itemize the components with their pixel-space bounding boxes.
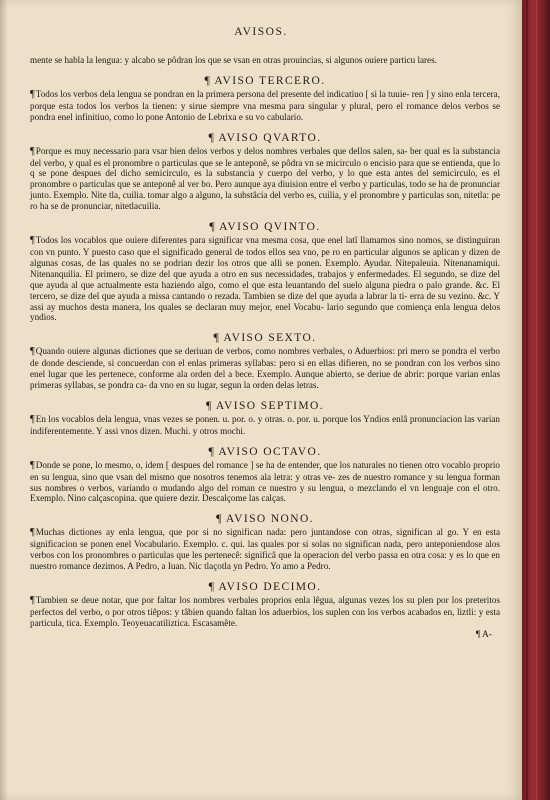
aviso-heading [30,130,500,145]
aviso-section [30,579,500,629]
pilcrow-icon: ¶ [209,219,217,234]
pilcrow-icon: ¶ [30,413,35,425]
aviso-heading-text: AVISO DECIMO. [218,581,322,593]
pilcrow-icon: ¶ [208,443,216,458]
aviso-heading-text: AVISO OCTAVO. [218,445,322,458]
intro-paragraph: mente se habla la lengua: y alcabo se pôdran los que se vsan en otras prouincias, si algunos ouiere particu lares. [30,55,437,65]
aviso-heading-text: AVISO SEXTO. [223,332,317,345]
pilcrow-icon: ¶ [204,72,212,87]
aviso-heading [30,444,500,459]
sections-list [30,73,500,629]
aviso-heading-text: AVISO TERCERO. [214,74,326,87]
aviso-paragraph [30,460,500,505]
aviso-paragraph [30,146,500,212]
aviso-heading-text: AVISO QVARTO. [218,131,322,144]
aviso-paragraph [30,89,500,123]
pilcrow-icon: ¶ [30,527,35,539]
pilcrow-icon: ¶ [30,145,35,157]
aviso-paragraph [30,346,500,391]
aviso-heading-text: AVISO QVINTO. [219,221,321,234]
pilcrow-icon: ¶ [216,511,223,526]
aviso-heading [30,73,500,88]
pilcrow-icon: ¶ [213,330,221,345]
aviso-section [30,73,500,123]
running-head: AVISOS. [234,26,288,38]
page-body [30,55,500,641]
pilcrow-icon: ¶ [208,129,216,144]
pilcrow-icon: ¶ [30,88,35,100]
pilcrow-icon: ¶ [30,459,35,471]
aviso-section [30,398,500,437]
aviso-section [30,511,500,572]
catchword: ¶ A- [475,629,492,640]
aviso-heading [30,511,500,526]
aviso-paragraph [30,414,500,437]
aviso-paragraph-text: Todos los verbos dela lengua se pondran en la primera persona del presente del indicatiuo [ si la tuuie- ren ] y sino enla tercera, porque esta todos los verbos la tienen: y sirue siempre vna mesma para singular y plural, pero el romance delos verbos se pondra enel infinitiuo, como lo pone Antonio de Lebrixa e su vo cabulario. [30,88,500,122]
aviso-heading [30,330,500,345]
aviso-section [30,130,500,212]
aviso-paragraph-text: Todos los vocablos que ouiere diferentes para significar vna mesma cosa, que enel latî llamamos sino nomos, se distinguiran con vn punto. Y puesto caso que el significado general de todos ellos sea vno, pe ro en particular algunos se aplican y dizen de algunas cosas, de las quales no se podrian dezir los otros que alli se ponen. Exemplo. Ayudar. Nitepaleuia. Nitenanamiqui. Nitenanquilia. El primero, se dize del que ayuda a otro en sus necessidades, trabajos y enfermedades. El segundo, se dize del que ayuda al que actualmente esta haziendo algo, como el que esta leuantando del suelo alguna piedra o palo grande. &c. El tercero, se dize del que ayuda a missa cantando o rezada. Tambien se dize del que ayuda a labrar la ti- erra de su vezino. &c. Y assi ay muchos desta manera, los quales se declaran muy mejor, enel Vocabu- lario segundo que comiença enla lengua delos yndios. [30,235,500,323]
aviso-heading [30,219,500,234]
aviso-paragraph-text: Donde se pone, lo mesmo, o, idem [ despues del romance ] se ha de entender, que los naturales no tienen otro vocablo proprio en su lengua, sino que vsan del mismo que nosotros tenemos ala letra: y otras ve- zes de nuestro romance y su lengua forman sus nombres o verbos, variando o mudando algo del roman ce nuestro y su lengua, o mezclando el vn lenguaje con el otro. Exemplo. Nino calçascopina. que quiere dezir. Descalçome las calças. [30,459,500,504]
pilcrow-icon: ¶ [205,397,213,412]
aviso-section [30,444,500,505]
aviso-section [30,330,500,391]
aviso-section [30,219,500,323]
aviso-paragraph-text: Porque es muy necessario para vsar bien delos verbos y delos nombres verbales que dellos salen, sa- ber qual es la substancia del verbo, y qual es el pronombre o particulas que se le anteponê, se pôdra vn se micirculo o encisio para que se entienda, que lo q se pone despues del dicho semicirculo, es la substancia y cuerpo del verbo, y lo que esta antes del semicirculo, es el pronombre o particulas que se anteponê al ver bo. Pero aunque aya diuision entre el verbo y particulas, todo se ha de pronunciar junto. Exemplo. Nite tla, cuilia. tomar algo a alguno, la substâcia del verbo es, cuilia, y el pronombre y particulas son, nitetla: pe ro ha se de pronunciar, nitetlacuilia. [30,145,500,212]
pilcrow-icon: ¶ [30,346,35,358]
book-edge [522,0,550,800]
page-gutter-shadow [0,0,8,800]
aviso-heading [30,398,500,413]
aviso-paragraph-text: Tambien se deue notar, que por faltar los nombres verbales proprios enla lêgua, algunas vezes los su plen por los preteritos perfectos del verbo, o por otros tiêpos: y tâbien quando faltan los aduerbios, los suplen con los verbos acabados en, liztli: y esta particula, tica. Exemplo. Teoyeuacatiliztica. Escasamête. [30,595,500,628]
aviso-paragraph-text: Muchas dictiones ay enla lengua, que por si no significan nada: pero juntandose con otras, significan al go. Y en esta significacion se ponen enel Vocabulario. Exemplo. c. qui. las quales por si solas no significan nada, pero anteponiendose alos verbos con los pronombres o particulas que les pertenecê: significâ que la operacion del verbo passa en otra cosa: y es lo que en nuestro romance dezimos. A Pedro, a Iuan. Nic tlaçotla yn Pedro. Yo amo a Pedro. [30,527,500,572]
aviso-paragraph [30,527,500,572]
aviso-paragraph [30,595,500,629]
aviso-heading-text: AVISO SEPTIMO. [215,399,325,412]
aviso-paragraph-text: En los vocablos dela lengua, vnas vezes se ponen. u. por. o. y otras. o. por. u. porque los Yndios enlâ pronunciacion las varian indiferentemente. Y assi vnos dizen. Muchi. y otros mochi. [30,413,500,436]
pilcrow-icon: ¶ [208,579,216,593]
pilcrow-icon: ¶ [30,595,35,606]
pilcrow-icon: ¶ [30,235,35,247]
aviso-heading-text: AVISO NONO. [225,513,314,526]
aviso-paragraph [30,235,500,323]
aviso-heading [30,579,500,594]
aviso-paragraph-text: Quando ouiere algunas dictiones que se deriuan de verbos, como nombres verbales, o Aduerbios: pri mero se pondra el verbo de donde desciende, si concuerdan con el enlas primeras syllabas: pero si en ellas difieren, no se pondran con los verbos sino enel lugar que les pertenece, conforme ala orden del a bece. Exemplo. Aunque abierto, se deriue de abrir: porque varian enlas primeras syllabas, se pondra ca- da vno en su lugar, segun la orden delas letras. [30,346,500,391]
